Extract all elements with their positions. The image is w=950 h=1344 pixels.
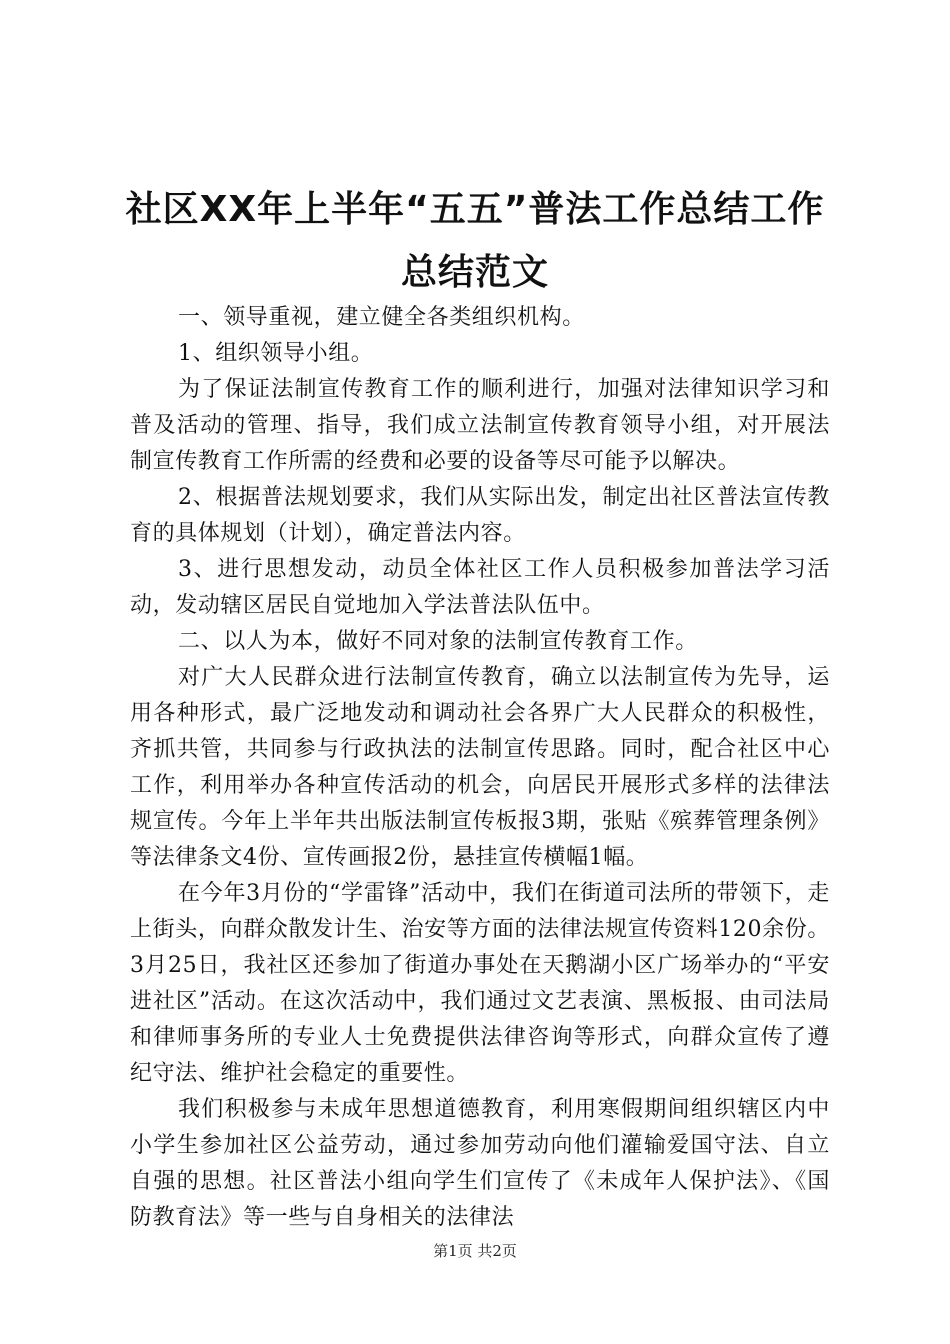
body-paragraph: 我们积极参与未成年思想道德教育，利用寒假期间组织辖区内中小学生参加社区公益劳动，通过参加劳动向他们灌输爱国守法、自立自强的思想。社区普法小组向学生们宣传了《未成年人保护法》、《国防教育法》等一些与自身相关的法律法 <box>130 1097 830 1230</box>
body-paragraph: 3、进行思想发动，动员全体社区工作人员积极参加普法学习活动，发动辖区居民自觉地加入学法普法队伍中。 <box>130 557 830 618</box>
section-heading-1: 一、领导重视，建立健全各类组织机构。 <box>178 305 585 330</box>
document-title: 社区XX年上半年“五五”普法工作总结工作总结范文 <box>125 189 825 293</box>
document-body <box>130 300 830 1236</box>
body-paragraph: 为了保证法制宣传教育工作的顺利进行，加强对法律知识学习和普及活动的管理、指导，我们成立法制宣传教育领导小组，对开展法制宣传教育工作所需的经费和必要的设备等尽可能予以解决。 <box>130 377 830 474</box>
section-heading-2: 二、以人为本，做好不同对象的法制宣传教育工作。 <box>178 629 698 654</box>
subheading-1: 1、组织领导小组。 <box>178 341 374 366</box>
body-paragraph: 2、根据普法规划要求，我们从实际出发，制定出社区普法宣传教育的具体规划（计划），确定普法内容。 <box>130 485 830 546</box>
page-indicator: 第1页 共2页 <box>433 1242 517 1260</box>
body-paragraph: 在今年3月份的“学雷锋”活动中，我们在街道司法所的带领下，走上街头，向群众散发计生、治安等方面的法律法规宣传资料120余份。3月25日，我社区还参加了街道办事处在天鹅湖小区广场举办的“平安进社区”活动。在这次活动中，我们通过文艺表演、黑板报、由司法局和律师事务所的专业人士免费提供法律咨询等形式，向群众宣传了遵纪守法、维护社会稳定的重要性。 <box>130 881 830 1086</box>
body-paragraph: 对广大人民群众进行法制宣传教育，确立以法制宣传为先导，运用各种形式，最广泛地发动和调动社会各界广大人民群众的积极性，齐抓共管，共同参与行政执法的法制宣传思路。同时，配合社区中心工作，利用举办各种宣传活动的机会，向居民开展形式多样的法律法规宣传。今年上半年共出版法制宣传板报3期，张贴《殡葬管理条例》等法律条文4份、宣传画报2份，悬挂宣传横幅1幅。 <box>130 665 830 870</box>
